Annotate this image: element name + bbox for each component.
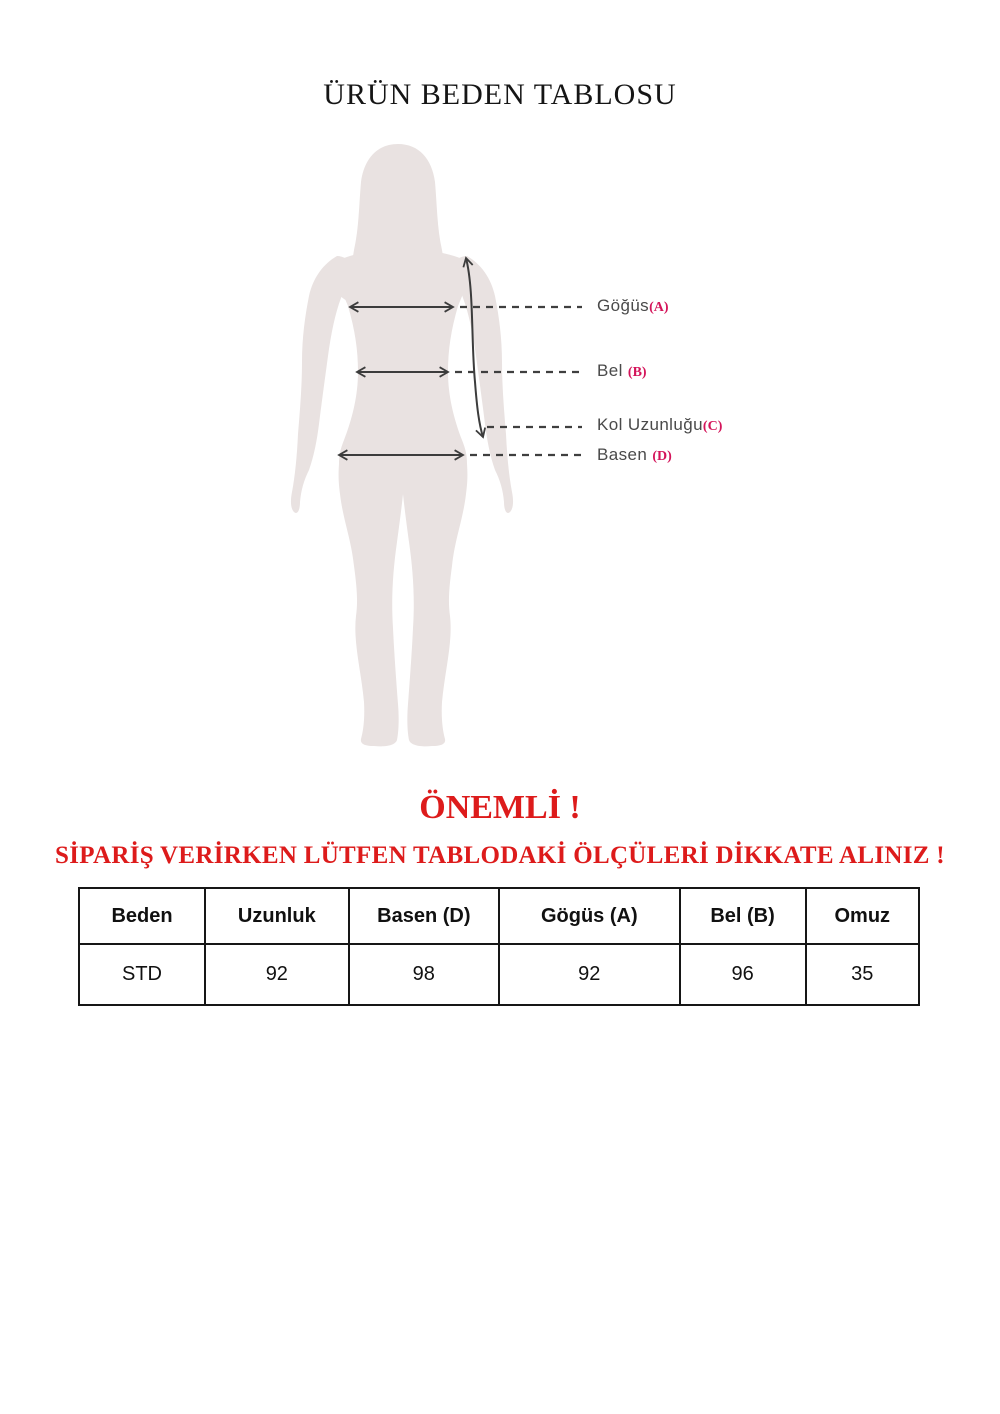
header-uzunluk: Uzunluk bbox=[205, 888, 349, 944]
cell-uzunluk: 92 bbox=[205, 944, 349, 1005]
size-table bbox=[78, 887, 920, 1006]
measurement-name: Bel bbox=[597, 361, 628, 380]
measurement-code: (C) bbox=[702, 419, 723, 434]
measurement-code: (B) bbox=[627, 365, 647, 380]
size-table-data-row bbox=[79, 944, 919, 1005]
header-gogus: Gögüs (A) bbox=[499, 888, 680, 944]
measurement-name: Göğüs bbox=[597, 296, 650, 315]
measurement-name: Kol Uzunluğu bbox=[597, 415, 703, 434]
cell-omuz: 35 bbox=[806, 944, 919, 1005]
page-title: ÜRÜN BEDEN TABLOSU bbox=[323, 78, 677, 111]
size-table-header-row bbox=[79, 888, 919, 944]
measurement-code: (A) bbox=[649, 300, 669, 315]
header-omuz: Omuz bbox=[806, 888, 919, 944]
body-measurement-diagram bbox=[0, 130, 1000, 760]
cell-gogus: 92 bbox=[499, 944, 680, 1005]
cell-basen: 98 bbox=[349, 944, 499, 1005]
measurement-label-arm-length bbox=[597, 414, 722, 436]
female-silhouette-icon bbox=[291, 144, 513, 746]
cell-beden: STD bbox=[79, 944, 205, 1005]
header-basen: Basen (D) bbox=[349, 888, 499, 944]
measurement-label-hip bbox=[597, 444, 672, 466]
measurement-label-waist bbox=[597, 360, 647, 382]
measurement-label-chest bbox=[597, 295, 669, 317]
measurement-name: Basen bbox=[597, 445, 653, 464]
important-message: SİPARİŞ VERİRKEN LÜTFEN TABLODAKİ ÖLÇÜLERİ DİKKATE ALINIZ ! bbox=[55, 842, 945, 869]
cell-bel: 96 bbox=[680, 944, 806, 1005]
measurement-code: (D) bbox=[652, 449, 672, 464]
header-bel: Bel (B) bbox=[680, 888, 806, 944]
important-heading: ÖNEMLİ ! bbox=[419, 789, 581, 826]
header-beden: Beden bbox=[79, 888, 205, 944]
